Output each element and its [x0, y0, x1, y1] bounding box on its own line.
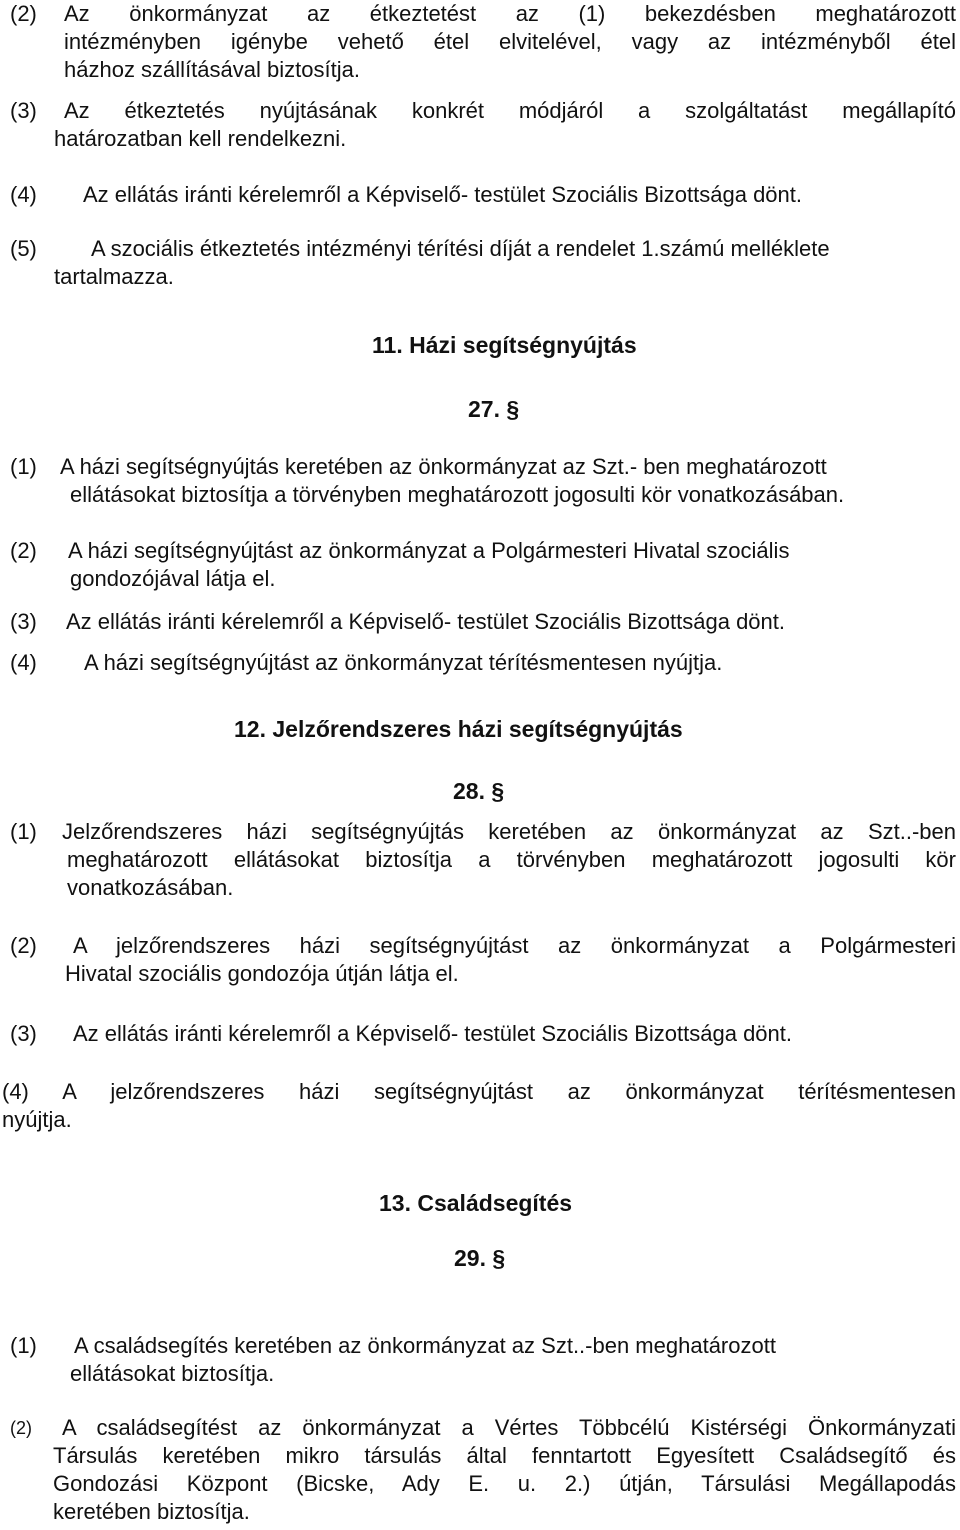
paragraph-number: (2) [10, 538, 37, 563]
paragraph-line: A családsegítést az önkormányzat a Vértes Többcélú Kistérségi Önkormányzati [62, 1415, 956, 1440]
paragraph-line: ellátásokat biztosítja a törvényben meghatározott jogosulti kör vonatkozásában. [70, 482, 845, 507]
paragraph-line: nyújtja. [2, 1107, 72, 1132]
paragraph-1-jelzo [10, 818, 956, 902]
paragraph-number: (1) [10, 454, 37, 479]
paragraph-1-hazi [10, 453, 956, 509]
paragraph-line: A szociális étkeztetés intézményi térítési díját a rendelet 1.számú melléklete [91, 236, 830, 261]
section-number: 28. [453, 778, 485, 804]
paragraph-line: A házi segítségnyújtást az önkormányzat a Polgármesteri Hivatal szociális [68, 538, 790, 563]
paragraph-3-etkeztetes [10, 97, 956, 153]
paragraph-number: (1) [10, 819, 37, 844]
paragraph-line: Társulás keretében mikro társulás által fenntartott Egyesített Családsegítő és [53, 1443, 956, 1468]
paragraph-line: intézményben igénybe vehető étel elvitelével, vagy az intézményből étel [64, 29, 956, 54]
paragraph-number: (1) [10, 1333, 37, 1358]
section-heading-11: 11. Házi segítségnyújtás [372, 332, 637, 358]
section-heading-13: 13. Családsegítés [379, 1190, 573, 1216]
paragraph-number: (2) [10, 933, 37, 958]
paragraph-1-csalad [10, 1332, 956, 1388]
paragraph-line: Az étkeztetés nyújtásának konkrét módjáról a szolgáltatást megállapító [64, 98, 956, 123]
paragraph-line: vonatkozásában. [67, 875, 234, 900]
paragraph-line: A jelzőrendszeres házi segítségnyújtást az önkormányzat a Polgármesteri [73, 933, 956, 958]
paragraph-number: (3) [10, 1021, 37, 1046]
paragraph-line: Gondozási Központ (Bicske, Ady E. u. 2.) útján, Társulási Megállapodás [53, 1471, 956, 1496]
paragraph-4-hazi [10, 649, 956, 677]
paragraph-number: (5) [10, 236, 37, 261]
paragraph-number: (3) [10, 98, 37, 123]
section-symbol: § [491, 778, 505, 804]
paragraph-2-jelzo [10, 932, 956, 988]
paragraph-heading-29 [454, 1244, 505, 1272]
paragraph-line: A házi segítségnyújtást az önkormányzat térítésmentesen nyújtja. [84, 650, 723, 675]
paragraph-line: Az ellátás iránti kérelemről a Képviselő- testület Szociális Bizottsága dönt. [73, 1021, 793, 1046]
paragraph-line: A családsegítés keretében az önkormányzat az Szt..-ben meghatározott [74, 1333, 776, 1358]
paragraph-number: (2) [10, 1418, 32, 1438]
paragraph-line: (4) A jelzőrendszeres házi segítségnyújtást az önkormányzat térítésmentesen [2, 1079, 956, 1104]
paragraph-2-etkeztetes [10, 0, 956, 84]
paragraph-line: házhoz szállításával biztosítja. [64, 57, 360, 82]
paragraph-line: meghatározott ellátásokat biztosítja a törvényben meghatározott jogosulti kör [67, 847, 956, 872]
paragraph-line: határozatban kell rendelkezni. [54, 126, 347, 151]
paragraph-line: A házi segítségnyújtás keretében az önkormányzat az Szt.- ben meghatározott [60, 454, 827, 479]
section-number: 27. [468, 396, 500, 422]
paragraph-heading-28 [453, 777, 504, 805]
paragraph-line: Az ellátás iránti kérelemről a Képviselő- testület Szociális Bizottsága dönt. [83, 182, 803, 207]
paragraph-number: (3) [10, 609, 37, 634]
paragraph-number: (4) [10, 182, 37, 207]
paragraph-4-jelzo [2, 1078, 956, 1134]
paragraph-5-etkeztetes [10, 235, 956, 291]
paragraph-line: gondozójával látja el. [70, 566, 276, 591]
section-heading-12: 12. Jelzőrendszeres házi segítségnyújtás [234, 716, 683, 742]
paragraph-number: (2) [10, 1, 37, 26]
paragraph-line: ellátásokat biztosítja. [70, 1361, 275, 1386]
paragraph-line: Hivatal szociális gondozója útján látja el. [65, 961, 459, 986]
paragraph-line: Az önkormányzat az étkeztetést az (1) bekezdésben meghatározott [64, 1, 956, 26]
section-symbol: § [492, 1245, 506, 1271]
section-number: 29. [454, 1245, 486, 1271]
paragraph-line: tartalmazza. [54, 264, 174, 289]
paragraph-number: (4) [10, 650, 37, 675]
paragraph-3-jelzo [10, 1020, 956, 1048]
paragraph-3-hazi [10, 608, 956, 636]
paragraph-line: keretében biztosítja. [53, 1499, 250, 1524]
paragraph-4-etkeztetes [10, 181, 956, 209]
paragraph-2-csalad [10, 1414, 956, 1526]
paragraph-heading-27 [468, 395, 519, 423]
section-symbol: § [506, 396, 520, 422]
paragraph-line: Jelzőrendszeres házi segítségnyújtás keretében az önkormányzat az Szt..-ben [62, 819, 956, 844]
paragraph-2-hazi [10, 537, 956, 593]
paragraph-line: Az ellátás iránti kérelemről a Képviselő- testület Szociális Bizottsága dönt. [66, 609, 786, 634]
